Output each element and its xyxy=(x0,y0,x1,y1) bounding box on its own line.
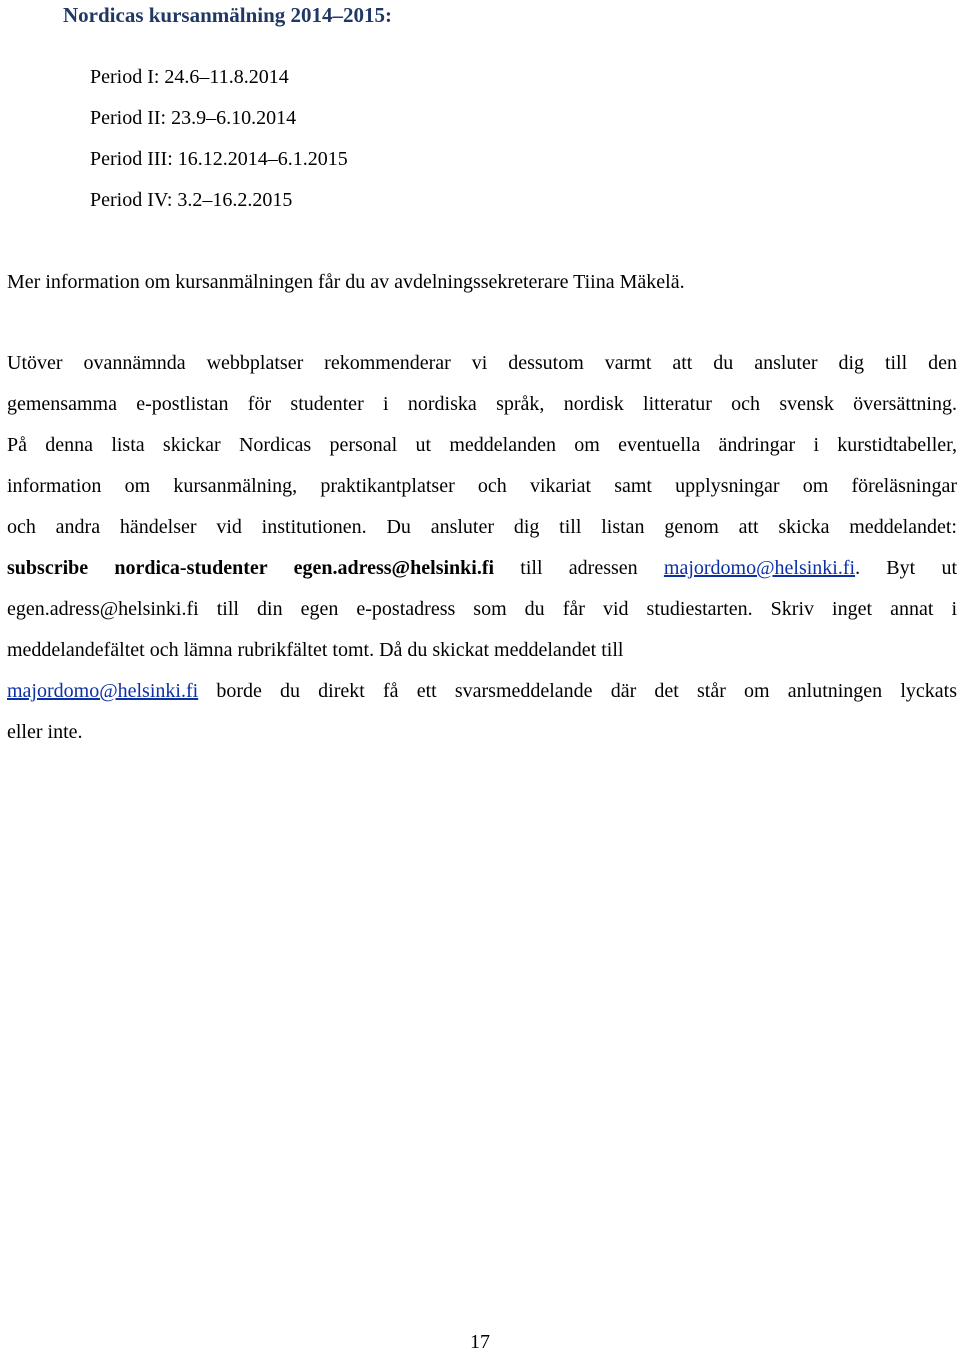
mailing-list-paragraph xyxy=(7,350,957,760)
majordomo-email-link[interactable]: majordomo@helsinki.fi xyxy=(7,680,199,702)
paragraph-line: eller inte. xyxy=(7,721,83,743)
inline-text: till adressen xyxy=(494,557,664,579)
paragraph-line: och andra händelser vid institutionen. Du ansluter dig till listan genom att skicka meddelandet: xyxy=(7,516,957,538)
paragraph-line: information om kursanmälning, praktikantplatser och vikariat samt upplysningar om föreläsningar xyxy=(7,475,957,497)
paragraph-line: Utöver ovannämnda webbplatser rekommenderar vi dessutom varmt att du ansluter dig till den xyxy=(7,352,957,374)
period-item: Period III: 16.12.2014–6.1.2015 xyxy=(90,148,348,170)
paragraph-line: På denna lista skickar Nordicas personal ut meddelanden om eventuella ändringar i kurstidtabeller, xyxy=(7,434,957,456)
paragraph-line xyxy=(7,555,957,596)
paragraph-line: gemensamma e-postlistan för studenter i nordiska språk, nordisk litteratur och svensk översättning. xyxy=(7,393,957,415)
period-item: Period IV: 3.2–16.2.2015 xyxy=(90,189,293,211)
paragraph-line: egen.adress@helsinki.fi till din egen e-postadress som du får vid studiestarten. Skriv inget annat i xyxy=(7,598,957,620)
inline-text: . Byt ut xyxy=(855,557,958,579)
majordomo-email-link[interactable]: majordomo@helsinki.fi xyxy=(663,557,856,579)
inline-text: borde du direkt få ett svarsmeddelande där det står om anlutningen lyckats xyxy=(198,680,957,702)
paragraph-line: meddelandefältet och lämna rubrikfältet tomt. Då du skickat meddelandet till xyxy=(7,639,624,661)
period-item: Period I: 24.6–11.8.2014 xyxy=(90,66,289,88)
page-number: 17 xyxy=(470,1331,490,1353)
period-list xyxy=(90,64,348,228)
paragraph-line xyxy=(7,678,957,719)
contact-info-text: Mer information om kursanmälningen får du av avdelningssekreterare Tiina Mäkelä. xyxy=(7,271,685,293)
section-heading: Nordicas kursanmälning 2014–2015: xyxy=(63,3,393,27)
period-item: Period II: 23.9–6.10.2014 xyxy=(90,107,297,129)
subscribe-command: subscribe nordica-studenter egen.adress@helsinki.fi xyxy=(7,557,495,579)
